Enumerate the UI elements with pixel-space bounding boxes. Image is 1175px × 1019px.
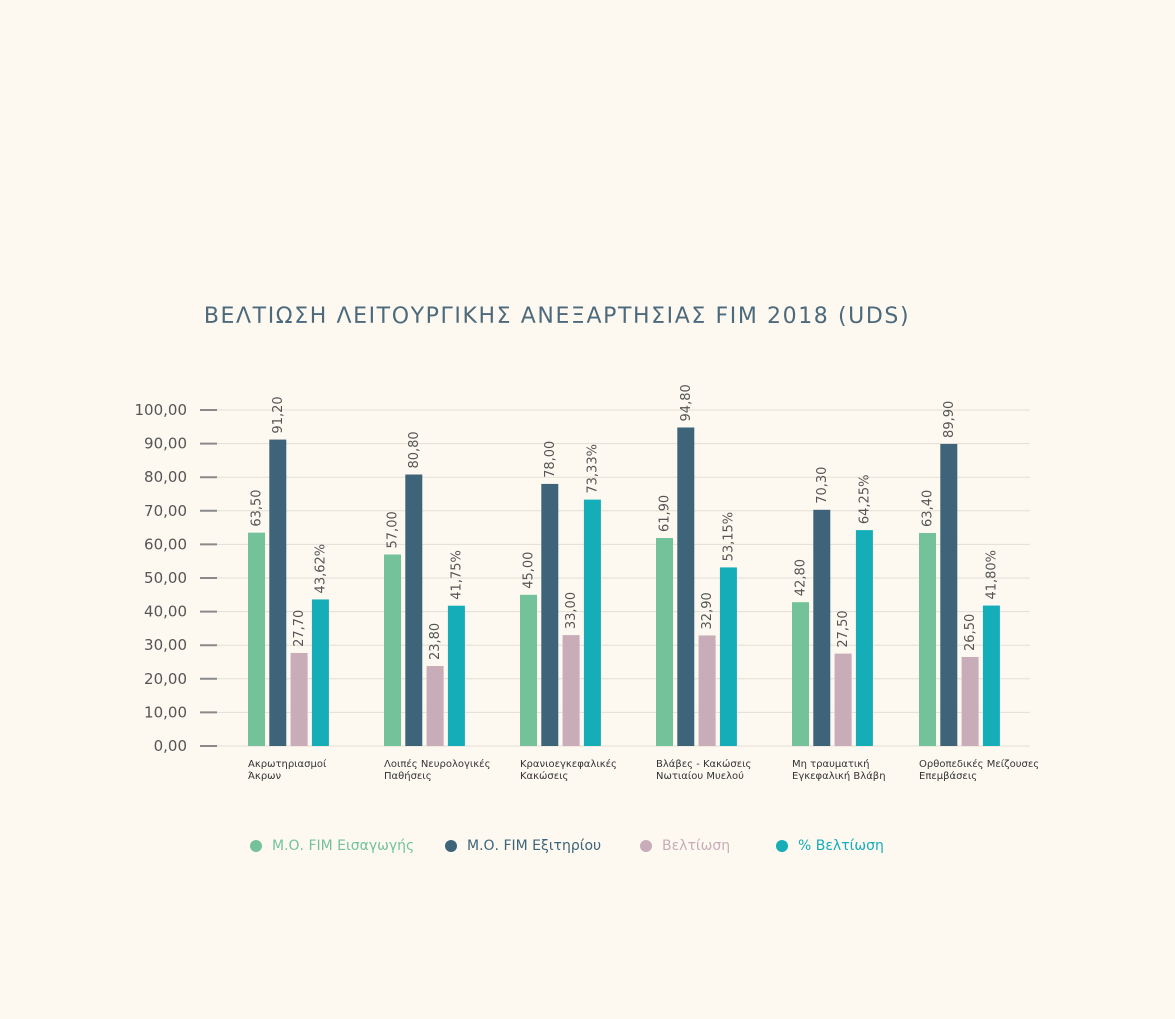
data-label: 43,62% <box>313 543 329 594</box>
bar <box>584 500 601 746</box>
category-label: Κακώσεις <box>520 771 569 782</box>
category-label: Επεμβάσεις <box>919 771 978 782</box>
bar <box>792 602 809 746</box>
bar <box>541 484 558 746</box>
data-label: 53,15% <box>721 511 737 562</box>
bar <box>291 653 308 746</box>
y-axis <box>135 401 218 755</box>
y-tick-label: 60,00 <box>144 535 187 554</box>
bars <box>248 427 1000 746</box>
x-axis-categories <box>248 758 1039 782</box>
legend-item-label: Μ.Ο. FIM Εξιτηρίου <box>467 838 602 854</box>
legend-marker <box>640 840 652 852</box>
legend-item-label: % Βελτίωση <box>798 838 884 854</box>
data-label: 23,80 <box>428 622 444 661</box>
bar <box>983 606 1000 746</box>
data-label: 78,00 <box>542 440 558 478</box>
bar <box>677 427 694 746</box>
bar <box>427 666 444 746</box>
data-label: 45,00 <box>521 551 537 589</box>
bar <box>384 554 401 746</box>
data-label: 61,90 <box>657 494 673 533</box>
legend-marker <box>776 840 788 852</box>
bar <box>962 657 979 746</box>
legend <box>250 838 884 854</box>
data-label: 27,50 <box>836 610 852 648</box>
data-label: 42,80 <box>793 558 809 597</box>
bar <box>835 654 852 746</box>
category-label: Παθήσεις <box>384 771 432 782</box>
bar <box>656 538 673 746</box>
data-label: 27,70 <box>292 609 308 647</box>
legend-marker <box>250 840 262 852</box>
bar <box>856 530 873 746</box>
category-label: Μη τραυματική <box>792 759 870 770</box>
data-label: 91,20 <box>270 396 286 434</box>
chart-title: ΒΕΛΤΙΩΣΗ ΛΕΙΤΟΥΡΓΙΚΗΣ ΑΝΕΞΑΡΤΗΣΙΑΣ FIM 2018 (UDS) <box>203 304 911 329</box>
y-tick-label: 70,00 <box>144 501 187 520</box>
legend-item-label: Βελτίωση <box>662 838 731 854</box>
bar <box>520 595 537 746</box>
bar <box>405 475 422 746</box>
category-label: Άκρων <box>248 771 282 782</box>
bar <box>248 533 265 746</box>
bar <box>919 533 936 746</box>
data-label: 70,30 <box>814 466 830 504</box>
category-label: Ορθοπεδικές Μείζουσες <box>919 759 1040 770</box>
bar <box>269 440 286 746</box>
category-label: Λοιπές Νευρολογικές <box>384 759 491 770</box>
y-tick-label: 10,00 <box>144 703 187 722</box>
data-label: 63,50 <box>249 489 265 527</box>
y-tick-label: 80,00 <box>144 468 187 487</box>
data-label: 73,33% <box>585 444 601 494</box>
y-tick-label: 20,00 <box>144 669 187 688</box>
bar <box>720 567 737 746</box>
bar <box>312 599 329 746</box>
data-labels <box>250 384 1000 660</box>
y-tick-label: 30,00 <box>144 636 187 655</box>
y-tick-label: 40,00 <box>144 602 187 621</box>
bar <box>813 510 830 746</box>
data-label: 89,90 <box>941 400 957 438</box>
y-tick-label: 50,00 <box>144 569 187 587</box>
y-tick-label: 100,00 <box>134 401 187 419</box>
category-label: Εγκεφαλική Βλάβη <box>792 771 886 782</box>
category-label: Βλάβες - Κακώσεις <box>656 759 752 770</box>
y-tick-label: 0,00 <box>153 737 187 755</box>
bar <box>699 635 716 746</box>
legend-item-label: Μ.Ο. FIM Εισαγωγής <box>272 838 415 854</box>
category-label: Κρανιοεγκεφαλικές <box>520 759 617 770</box>
data-label: 64,25% <box>857 474 873 525</box>
y-tick-label: 90,00 <box>144 434 187 453</box>
data-label: 57,00 <box>385 511 401 549</box>
legend-marker <box>445 840 457 852</box>
gridlines <box>217 410 1030 746</box>
data-label: 32,90 <box>700 592 716 630</box>
data-label: 80,80 <box>406 431 422 469</box>
bar <box>563 635 580 746</box>
data-label: 94,80 <box>678 384 694 422</box>
data-label: 41,75% <box>449 550 465 600</box>
category-label: Νωτιαίου Μυελού <box>656 771 744 782</box>
bar <box>940 444 957 746</box>
data-label: 33,00 <box>564 591 580 630</box>
bar <box>448 606 465 746</box>
data-label: 26,50 <box>963 613 979 651</box>
category-label: Ακρωτηριασμοί <box>248 759 327 770</box>
data-label: 41,80% <box>984 549 1000 600</box>
data-label: 63,40 <box>920 489 936 527</box>
